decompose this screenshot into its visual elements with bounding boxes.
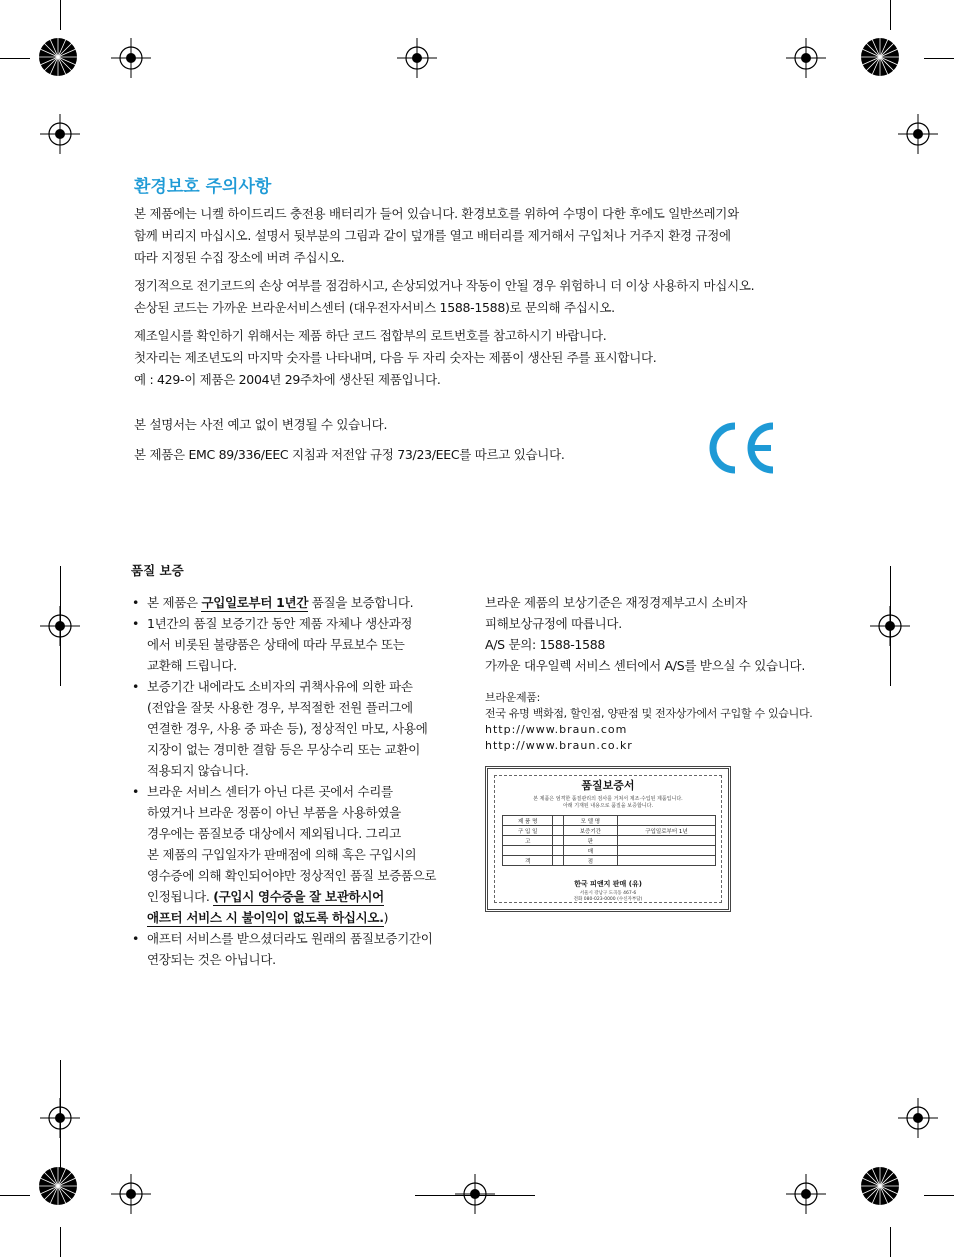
text-line: (전압을 잘못 사용한 경우, 부적절한 전원 플러그에 — [147, 700, 413, 715]
warranty-terms — [131, 592, 461, 970]
certificate-title: 품질보증서 — [581, 779, 635, 792]
text-line: 가까운 대우일렉 서비스 센터에서 A/S를 받으실 수 있습니다. — [485, 658, 806, 673]
crop-line — [60, 1227, 61, 1257]
list-item — [131, 592, 461, 613]
table-cell — [553, 856, 563, 866]
warranty-certificate — [485, 766, 731, 912]
certificate-note: 본 제품은 엄격한 품질관리의 검사를 거쳐서 제조·수입된 제품입니다. — [533, 796, 683, 802]
table-cell: 판 — [563, 836, 617, 846]
environment-paragraph-lot — [134, 325, 834, 391]
table-cell — [617, 816, 715, 826]
list-item — [131, 781, 461, 928]
table-cell: 구입일로부터 1년 — [617, 826, 715, 836]
receipt-notice-highlight: 애프터 서비스 시 불이익이 없도록 하십시오. — [147, 910, 384, 925]
certificate-phone: 전화 080-023-0000 (수신자부담) — [573, 897, 643, 902]
crop-line — [0, 1195, 30, 1196]
text-line: 하였거나 브라운 정품이 아닌 부품을 사용하였을 — [147, 805, 401, 820]
certificate-company: 한국 피앤지 판매 (유) — [574, 880, 642, 888]
text-line: 예 : 429-이 제품은 2004년 29주차에 생산된 제품입니다. — [134, 372, 441, 387]
crop-line — [60, 566, 61, 686]
text-line: 본 제품에는 니켈 하이드리드 충전용 배터리가 들어 있습니다. 환경보호를 위하여 수명이 다한 후에도 일반쓰레기와 — [134, 206, 739, 221]
crosshair-mark — [397, 38, 437, 78]
certificate-table — [502, 815, 716, 866]
text-line: 함께 버리지 마십시오. 설명서 뒷부분의 그림과 같이 덮개를 열고 배터리를 제거해서 구입처나 거주지 환경 규정에 — [134, 228, 731, 243]
table-cell: 제 품 명 — [503, 816, 553, 826]
crop-line — [890, 0, 891, 30]
crop-line — [60, 1060, 61, 1170]
table-cell — [617, 846, 715, 856]
text-line: 따라 지정된 수집 장소에 버려 주십시오. — [134, 250, 345, 265]
environment-paragraph-battery — [134, 203, 834, 269]
table-cell — [503, 846, 553, 856]
environment-paragraph-cord — [134, 275, 834, 319]
table-cell: 점 — [563, 856, 617, 866]
text-span: 품질을 보증합니다. — [308, 595, 414, 610]
starburst-mark — [860, 37, 900, 77]
warranty-period-highlight: 구입일로부터 1년간 — [201, 595, 309, 610]
text-line: 애프터 서비스를 받으셨더라도 원래의 품질보증기간이 — [147, 931, 433, 946]
certificate-address: 서울시 강남구 도곡동 467-6 — [579, 891, 637, 896]
text-line: 본 제품은 EMC 89/336/EEC 지침과 저전압 규정 73/23/EEC를 따르고 있습니다. — [134, 447, 565, 462]
crosshair-mark — [455, 1174, 495, 1214]
table-cell: 매 — [563, 846, 617, 856]
text-line: 브라운제품: — [485, 691, 541, 704]
table-cell: 모 델 명 — [563, 816, 617, 826]
crop-line — [0, 58, 30, 59]
environment-title: 환경보호 주의사항 — [134, 177, 272, 197]
crop-line — [415, 1195, 535, 1196]
ce-mark-logo — [705, 420, 777, 476]
table-cell: 고 — [503, 836, 553, 846]
crosshair-mark — [111, 1174, 151, 1214]
website-link: http://www.braun.com — [485, 723, 628, 736]
as-phone: A/S 문의: 1588-1588 — [485, 637, 606, 652]
bullet-icon: • — [132, 616, 140, 631]
text-line: 정기적으로 전기코드의 손상 여부를 점검하시고, 손상되었거나 작동이 안될 경우 위험하니 더 이상 사용하지 마십시오. — [134, 278, 755, 293]
table-cell — [553, 846, 563, 856]
table-cell — [617, 836, 715, 846]
table-cell: 객 — [503, 856, 553, 866]
text-line: 교환해 드립니다. — [147, 658, 237, 673]
text-line: 브라운 제품의 보상기준은 재정경제부고시 소비자 — [485, 595, 747, 610]
text-line: 첫자리는 제조년도의 마지막 숫자를 나타내며, 다음 두 자리 숫자는 제품이 생산된 주를 표시합니다. — [134, 350, 657, 365]
service-info — [485, 592, 845, 754]
starburst-mark — [860, 1166, 900, 1206]
website-link: http://www.braun.co.kr — [485, 739, 633, 752]
bullet-icon: • — [132, 679, 140, 694]
table-cell: 보증기간 — [563, 826, 617, 836]
table-cell — [617, 856, 715, 866]
list-item — [131, 928, 461, 970]
crop-line — [924, 1195, 954, 1196]
text-line: 본 설명서는 사전 예고 없이 변경될 수 있습니다. — [134, 417, 388, 432]
bullet-icon: • — [132, 931, 140, 946]
crop-line — [60, 0, 61, 30]
text-span: 본 제품은 — [147, 595, 202, 610]
text-line: 피해보상규정에 따릅니다. — [485, 616, 622, 631]
text-line: 에서 비롯된 불량품은 상태에 따라 무료보수 또는 — [147, 637, 405, 652]
text-line: 손상된 코드는 가까운 브라운서비스센터 (대우전자서비스 1588-1588)로 문의해 주십시오. — [134, 300, 615, 315]
table-cell — [553, 836, 563, 846]
text-line: 제조일시를 확인하기 위해서는 제품 하단 코드 접합부의 로트번호를 참고하시기 바랍니다. — [134, 328, 607, 343]
crosshair-mark — [898, 114, 938, 154]
text-line: 전국 유명 백화점, 할인점, 양판점 및 전자상가에서 구입할 수 있습니다. — [485, 707, 813, 720]
text-line: 연장되는 것은 아닙니다. — [147, 952, 276, 967]
text-line: 브라운 서비스 센터가 아닌 다른 곳에서 수리를 — [147, 784, 393, 799]
text-line: 경우에는 품질보증 대상에서 제외됩니다. 그리고 — [147, 826, 401, 841]
crosshair-mark — [898, 1098, 938, 1138]
text-line: 영수증에 의해 확인되어야만 정상적인 품질 보증품으로 — [147, 868, 437, 883]
crosshair-mark — [111, 38, 151, 78]
text-line: 지장이 없는 경미한 결함 등은 무상수리 또는 교환이 — [147, 742, 420, 757]
list-item — [131, 613, 461, 676]
crop-line — [924, 58, 954, 59]
crosshair-mark — [786, 1174, 826, 1214]
receipt-notice-highlight: (구입시 영수증을 잘 보관하시어 — [213, 889, 384, 904]
crop-line — [890, 566, 891, 686]
text-span: 인정됩니다. — [147, 889, 214, 904]
text-line: 보증기간 내에라도 소비자의 귀책사유에 의한 파손 — [147, 679, 413, 694]
text-span: ) — [383, 910, 389, 925]
starburst-mark — [38, 37, 78, 77]
table-cell — [553, 816, 563, 826]
crop-line — [890, 1227, 891, 1257]
text-line: 연결한 경우, 사용 중 파손 등), 정상적인 마모, 사용에 — [147, 721, 428, 736]
certificate-note: 아래 기재된 내용으로 품질을 보증합니다. — [562, 803, 654, 809]
text-line: 본 제품의 구입일자가 판매점에 의해 혹은 구입시의 — [147, 847, 417, 862]
crosshair-mark — [786, 38, 826, 78]
warranty-title: 품질 보증 — [131, 563, 184, 578]
bullet-icon: • — [132, 784, 140, 799]
list-item — [131, 676, 461, 781]
text-line: 1년간의 품질 보증기간 동안 제품 자체나 생산과정 — [147, 616, 413, 631]
starburst-mark — [38, 1166, 78, 1206]
crosshair-mark — [40, 114, 80, 154]
table-cell — [553, 826, 563, 836]
table-cell: 구 입 일 — [503, 826, 553, 836]
bullet-icon: • — [132, 595, 140, 610]
text-line: 적용되지 않습니다. — [147, 763, 249, 778]
